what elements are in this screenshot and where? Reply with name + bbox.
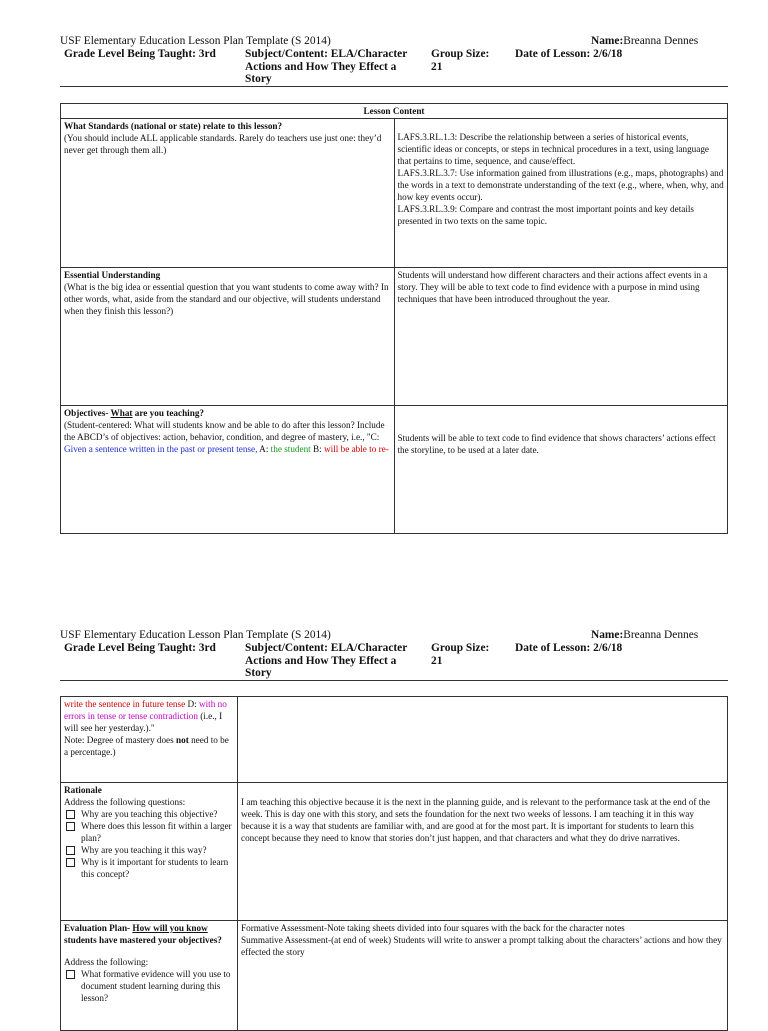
checkbox-icon [66,970,75,979]
group-size-label: Group Size: [431,642,490,654]
lesson-date: Date of Lesson: 2/6/18 [515,48,623,60]
evaluation-intro: Address the following: [64,957,149,967]
rationale-title: Rationale [64,785,102,795]
objectives-question-title: Objectives- What are you teaching? [64,408,205,418]
standard-rl-3-9: LAFS.3.RL.3.9: Compare and contrast the most important points and key details presented in two texts on the same topic. [397,204,695,226]
subject-line-2: Actions and How They Effect a [245,654,397,667]
objectives-answer-text: Students will be able to text code to find evidence that shows characters’ actions effect the storyline, to be used at a later date. [397,433,716,455]
rationale-answer [238,783,728,921]
header-divider [60,86,728,87]
student-name [591,35,698,48]
name-value: Breanna Dennes [623,35,699,47]
standards-answer [394,119,728,268]
page-header [60,629,728,681]
subject-line-1: Subject/Content: ELA/Character [245,642,408,654]
template-title: USF Elementary Education Lesson Plan Template (S 2014) [60,629,331,641]
name-value: Breanna Dennes [623,629,699,641]
objectives-answer [394,406,728,534]
objectives-row [61,406,728,534]
student-name [591,629,698,642]
rationale-item: Where does this lesson fit within a larger plan? [64,820,234,844]
evaluation-title: Evaluation Plan- How will you know students have mastered your objectives? [64,923,222,945]
header-divider [60,680,728,681]
page-2 [60,629,728,1031]
objectives-continued-row [61,697,728,783]
standard-rl-1-3: LAFS.3.RL.1.3: Describe the relationship between a series of historical events, scientific ideas or concepts, or steps in technical procedures in a text, using language that pertains to time, sequence, and cause/effect. [397,132,710,166]
standards-row [61,119,728,268]
rationale-item: Why are you teaching this objective? [64,808,234,820]
summative-assessment: Summative Assessment-(at end of week) Students will write to answer a prompt talking about the characters’ actions and how they effected the story [241,935,722,957]
template-title: USF Elementary Education Lesson Plan Template (S 2014) [60,35,331,47]
group-size-value: 21 [431,655,443,667]
objectives-question-note: (Student-centered: What will students know and be able to do after this lesson? Include the ABCD’s of objectives: action, behavior, condition, and degree of mastery, i.e., "C: Given a sentence written in the past or present tense, A: the student B: will be able to re- [64,420,389,454]
checkbox-icon [66,846,75,855]
subject-line-3: Story [245,73,272,85]
group-size-value: 21 [431,61,443,73]
essential-row [61,268,728,406]
checkbox-icon [66,822,75,831]
grade-level: Grade Level Being Taught: 3rd [64,48,216,60]
group-size-label: Group Size: [431,48,490,60]
lesson-table [60,103,728,534]
standards-question-note: (You should include ALL applicable standards. Rarely do teachers use just one: they’d never get through them all.) [64,133,382,155]
subject-content [245,48,430,86]
behavior-example: write the sentence in future tense [64,699,186,709]
subject-line-1: Subject/Content: ELA/Character [245,48,408,60]
mastery-note: Note: Degree of mastery does not need to be a percentage.) [64,735,229,757]
page-1 [60,35,728,534]
rationale-row [61,783,728,921]
standards-question [61,119,395,268]
name-label: Name: [591,35,624,47]
section-heading: Lesson Content [61,104,728,119]
essential-question-title: Essential Understanding [64,270,161,280]
lesson-date: Date of Lesson: 2/6/18 [515,642,623,654]
subject-line-2: Actions and How They Effect a [245,60,397,73]
rationale-intro: Address the following questions: [64,797,186,807]
rationale-item: Why are you teaching it this way? [64,844,234,856]
subject-line-3: Story [245,667,272,679]
standards-question-title: What Standards (national or state) relate to this lesson? [64,121,283,131]
checkbox-icon [66,858,75,867]
evaluation-item: What formative evidence will you use to document student learning during this lesson? [64,968,234,1004]
checkbox-icon [66,810,75,819]
degree-example: with no errors in tense or tense contradiction [64,699,227,721]
objectives-question-continued: write the sentence in future tense D: with no errors in tense or tense contradiction (i.e., I will see her yesterday.)." Note: Degree of mastery does not need to be a percentage.) [61,697,238,783]
standard-rl-3-7: LAFS.3.RL.3.7: Use information gained from illustrations (e.g., maps, photographs) and the words in a text to demonstrate understanding of the text (e.g., where, when, why, and how key events occur). [397,168,724,202]
formative-assessment: Formative Assessment-Note taking sheets divided into four squares with the back for the character notes [241,923,625,933]
essential-question-note: (What is the big idea or essential question that you want students to come away with? In other words, what, aside from the standard and our objective, will students understand when they finish this lesson?) [64,282,389,316]
behavior-example: will be able to re- [324,444,389,454]
page-header [60,35,728,87]
evaluation-question [61,921,238,1031]
objectives-question [61,406,395,534]
evaluation-row [61,921,728,1031]
rationale-item: Why is it important for students to learn this concept? [64,856,234,880]
audience-example: the student [270,444,311,454]
condition-example: Given a sentence written in the past or present tense, [64,444,258,454]
lesson-table [60,696,728,1031]
evaluation-answer [238,921,728,1031]
essential-answer: Students will understand how different characters and their actions affect events in a story. They will be able to text code to find evidence with a purpose in mind using techniques that have been introduced throughout the year. [394,268,728,406]
grade-level: Grade Level Being Taught: 3rd [64,642,216,654]
name-label: Name: [591,629,624,641]
essential-question [61,268,395,406]
rationale-answer-text: I am teaching this objective because it is the next in the planning guide, and is relevant to the performance task at the end of the week. This is day one with this story, and sets the foundation for the next two weeks of lessons. I am teaching it in this way because it is a way that students are familiar with, and are good at for the most part. It is important for students to learn this concept because they need to know that stories don’t just happen, and that characters and what they do drive narratives. [241,797,710,843]
rationale-question [61,783,238,921]
objectives-answer-continued [238,697,728,783]
subject-content [245,642,430,680]
